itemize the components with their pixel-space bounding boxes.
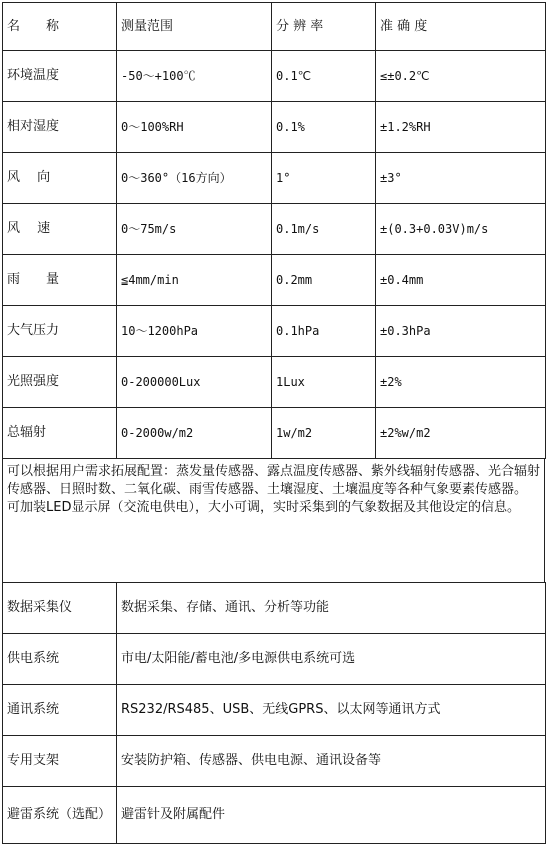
- row-name: 总辐射: [3, 408, 117, 459]
- row-resolution: 1Lux: [272, 357, 376, 408]
- table-row: [3, 306, 546, 357]
- note-led-display: 可加装LED显示屏（交流电供电），大小可调，实时采集到的气象数据及其他设定的信息。: [7, 500, 520, 515]
- row-range: 0～75m/s: [117, 204, 272, 255]
- row-accuracy: ±2%w/m2: [376, 408, 546, 459]
- row-name: 相对湿度: [3, 102, 117, 153]
- table-row: [3, 634, 546, 685]
- row-name: 环境温度: [3, 51, 117, 102]
- system-name: 数据采集仪: [3, 583, 117, 634]
- row-range: 0～360°（16方向）: [117, 153, 272, 204]
- row-accuracy: ≤±0.2℃: [376, 51, 546, 102]
- header-name: 名 称: [3, 3, 117, 51]
- system-desc: 数据采集、存储、通讯、分析等功能: [117, 583, 546, 634]
- table-row: [3, 102, 546, 153]
- table-row: [3, 204, 546, 255]
- table-row: [3, 787, 546, 844]
- table-row: [3, 357, 546, 408]
- row-resolution: 0.1℃: [272, 51, 376, 102]
- row-range: ≦4mm/min: [117, 255, 272, 306]
- row-accuracy: ±(0.3+0.03V)m/s: [376, 204, 546, 255]
- row-name: 光照强度: [3, 357, 117, 408]
- system-name: 供电系统: [3, 634, 117, 685]
- system-desc: RS232/RS485、USB、无线GPRS、以太网等通讯方式: [117, 685, 546, 736]
- expansion-note-table: [2, 458, 545, 583]
- table-row: [3, 685, 546, 736]
- header-range: 测量范围: [117, 3, 272, 51]
- table-row: [3, 51, 546, 102]
- row-name: 大气压力: [3, 306, 117, 357]
- row-range: 0-200000Lux: [117, 357, 272, 408]
- table-header-row: [3, 3, 546, 51]
- system-name: 避雷系统（选配）: [3, 787, 117, 844]
- system-desc: 避雷针及附属配件: [117, 787, 546, 844]
- header-resolution: 分 辨 率: [272, 3, 376, 51]
- row-accuracy: ±1.2%RH: [376, 102, 546, 153]
- system-desc: 市电/太阳能/蓄电池/多电源供电系统可选: [117, 634, 546, 685]
- row-resolution: 0.1%: [272, 102, 376, 153]
- system-desc: 安装防护箱、传感器、供电电源、通讯设备等: [117, 736, 546, 787]
- row-accuracy: ±3°: [376, 153, 546, 204]
- row-resolution: 1°: [272, 153, 376, 204]
- row-name: 风 速: [3, 204, 117, 255]
- row-name: 风 向: [3, 153, 117, 204]
- table-row: [3, 255, 546, 306]
- row-accuracy: ±0.3hPa: [376, 306, 546, 357]
- table-row: [3, 736, 546, 787]
- row-range: 0～100%RH: [117, 102, 272, 153]
- table-row: [3, 153, 546, 204]
- expansion-note: [3, 459, 545, 583]
- row-resolution: 0.1hPa: [272, 306, 376, 357]
- row-accuracy: ±2%: [376, 357, 546, 408]
- row-range: -50～+100℃: [117, 51, 272, 102]
- table-row: [3, 408, 546, 459]
- row-accuracy: ±0.4mm: [376, 255, 546, 306]
- row-resolution: 0.2mm: [272, 255, 376, 306]
- table-row: [3, 583, 546, 634]
- row-resolution: 1w/m2: [272, 408, 376, 459]
- system-name: 专用支架: [3, 736, 117, 787]
- row-resolution: 0.1m/s: [272, 204, 376, 255]
- system-name: 通讯系统: [3, 685, 117, 736]
- system-table: [2, 582, 546, 844]
- sensor-spec-table: [2, 2, 546, 459]
- row-name: 雨 量: [3, 255, 117, 306]
- row-range: 10～1200hPa: [117, 306, 272, 357]
- spec-document: [2, 2, 545, 858]
- row-range: 0-2000w/m2: [117, 408, 272, 459]
- note-extension-sensors: 可以根据用户需求拓展配置：蒸发量传感器、露点温度传感器、紫外线辐射传感器、光合辐射传感器、日照时数、二氧化碳、雨雪传感器、土壤湿度、土壤温度等各种气象要素传感器。: [7, 464, 541, 497]
- header-accuracy: 准 确 度: [376, 3, 546, 51]
